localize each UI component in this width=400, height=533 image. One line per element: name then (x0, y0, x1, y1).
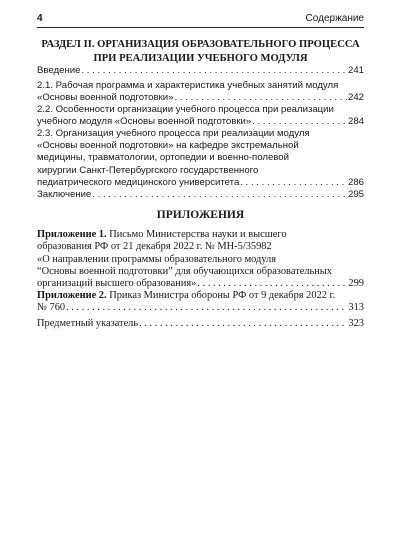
section-title (37, 38, 364, 65)
toc-entry-title: Заключение (37, 189, 92, 200)
toc-entry-page: 323 (348, 318, 364, 329)
appendix-title-line: Письмо Министерства науки и высшего (106, 229, 287, 240)
leader-dots (174, 92, 347, 104)
toc-entry-title-line: хирургии Санкт-Петербургского государственного (37, 164, 259, 176)
toc-entry-page: 295 (347, 189, 364, 200)
leader-dots (92, 189, 347, 201)
toc-entry-title: педиатрического медицинского университета (37, 176, 240, 188)
toc-entry-page: 284 (347, 116, 364, 128)
toc-entry-title-line: медицины, травматологии, ортопедии и военно-полевой (37, 152, 289, 164)
appendix-title-line: образования РФ от 21 декабря 2022 г. № МН-5/35982 (37, 241, 272, 253)
leader-dots (252, 116, 347, 128)
page-number: 4 (37, 13, 43, 24)
appendix-title-line: «О направлении программы образовательного модуля (37, 253, 277, 265)
toc-entry-2-1[interactable] (37, 80, 364, 104)
appendix-title-line: Приказ Министра обороны РФ от 9 декабря 2022 г. (106, 290, 336, 301)
toc-entry-page: 313 (348, 302, 364, 314)
toc-entry-conclusion[interactable] (37, 189, 364, 201)
running-title: Содержание (305, 13, 364, 24)
appendix-label: Приложение 2. (37, 290, 107, 301)
toc-entry-page: 241 (347, 65, 364, 76)
appendix-label: Приложение 1. (37, 229, 107, 240)
leader-dots (139, 318, 347, 330)
toc-entry-page: 242 (347, 92, 364, 104)
toc-entry-2-3[interactable] (37, 128, 364, 189)
toc-entry-introduction[interactable] (37, 65, 364, 77)
leader-dots (197, 278, 347, 290)
toc-entry-title-line: 2.3. Организация учебного процесса при реализации модуля (37, 128, 310, 139)
leader-dots (240, 177, 347, 189)
toc-entry-page: 299 (348, 278, 364, 290)
section-title-line-2: ПРИ РЕАЛИЗАЦИИ УЧЕБНОГО МОДУЛЯ (93, 52, 308, 64)
toc-entry-title-line: «Основы военной подготовки» на кафедре экстремальной (37, 140, 299, 152)
toc-entry-title: учебного модуля «Основы военной подготовки» (37, 116, 252, 128)
toc-entry-appendix-1[interactable] (37, 229, 364, 290)
toc-entry-appendix-2[interactable] (37, 290, 364, 315)
toc-entry-title: Предметный указатель (37, 318, 139, 329)
toc-entry-title: «Основы военной подготовки» (37, 92, 174, 104)
appendix-title-line: “Основы военной подготовки” для обучающихся образовательных (37, 265, 332, 277)
section-title-line-1: РАЗДЕЛ II. ОРГАНИЗАЦИЯ ОБРАЗОВАТЕЛЬНОГО ПРОЦЕССА (41, 39, 360, 50)
appendices-title: ПРИЛОЖЕНИЯ (156, 209, 245, 221)
toc-entry-page: 286 (347, 176, 364, 188)
toc-entry-2-2[interactable] (37, 104, 364, 128)
leader-dots (66, 302, 347, 314)
appendix-title-line: организаций высшего образования» (37, 278, 197, 290)
toc-entry-title-line: 2.1. Рабочая программа и характеристика учебных занятий модуля (37, 80, 339, 91)
toc-entry-subject-index[interactable] (37, 318, 364, 330)
toc-entry-title-line: 2.2. Особенности организации учебного процесса при реализации (37, 104, 334, 115)
running-header (37, 13, 364, 28)
appendix-title-line: № 760 (37, 302, 66, 314)
toc-entry-title: Введение (37, 65, 81, 76)
leader-dots (81, 65, 347, 77)
